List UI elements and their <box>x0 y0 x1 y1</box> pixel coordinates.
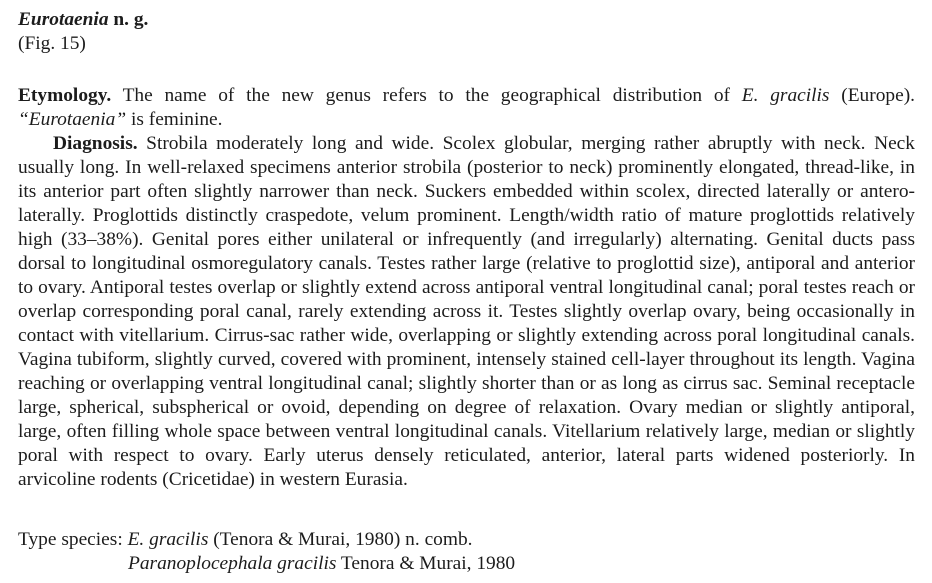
etymology-label: Etymology. <box>18 85 112 106</box>
etymology-paragraph <box>18 84 915 132</box>
genus-heading <box>18 8 915 32</box>
diagnosis-label: Diagnosis. <box>53 133 138 154</box>
synonym-authority: Tenora & Murai, 1980 <box>336 553 516 574</box>
type-species-authority: (Tenora & Murai, 1980) n. comb. <box>208 529 473 550</box>
type-species-name: E. gracilis <box>127 529 209 550</box>
species-name-gracilis: E. gracilis <box>741 85 830 106</box>
type-species-block <box>18 528 915 576</box>
quoted-genus-name: “Eurotaenia” <box>18 109 127 130</box>
type-species-line <box>18 528 915 552</box>
etymology-text-1: The name of the new genus refers to the geographical distribution of <box>111 85 742 106</box>
new-genus-designation: n. g. <box>108 9 149 30</box>
diagnosis-text: Strobila moderately long and wide. Scolex globular, merging rather abruptly with neck. Neck usually long. In well-relaxed specimens anterior strobila (posterior to neck) prominently elongated, thread-like, in its anterior part often slightly narrower than neck. Suckers embedded within scolex, directed laterally or antero-laterally. Proglottids distinctly craspedote, velum prominent. Length/width ratio of mature proglottids relatively high (33–38%). Genital pores either unilateral or infrequently (and irregularly) alternating. Genital ducts pass dorsal to longitudinal osmoregulatory canals. Testes rather large (relative to proglottid size), antiporal and anterior to ovary. Antiporal testes overlap or slightly extend across antiporal ventral longitudinal canal; poral testes reach or overlap corresponding poral canal, rarely extending across it. Testes slightly overlap ovary, being occasionally in contact with vitellarium. Cirrus-sac rather wide, overlapping or slightly extending across poral longitudinal canals. Vagina tubiform, slightly curved, covered with prominent, intensely stained cell-layer throughout its length. Vagina reaching or overlapping ventral longitudinal canal; slightly shorter than or as long as cirrus sac. Seminal receptacle large, spherical, subspherical or ovoid, depending on degree of relaxation. Ovary median or slightly antiporal, large, often filling whole space between ventral longitudinal canals. Vitellarium relatively large, median or slightly poral with respect to ovary. Early uterus densely reticulated, anterior, lateral parts widened posteriorly. In arvicoline rodents (Cricetidae) in western Eurasia. <box>18 133 915 490</box>
synonym-line <box>18 552 915 576</box>
diagnosis-paragraph <box>18 132 915 492</box>
figure-reference: (Fig. 15) <box>18 33 86 54</box>
etymology-text-3: is feminine. <box>126 109 223 130</box>
etymology-text-2: (Europe). <box>829 85 915 106</box>
synonym-species-name: Paranoplocephala gracilis <box>128 553 337 574</box>
type-species-prefix: Type species: <box>18 529 128 550</box>
genus-name: Eurotaenia <box>18 9 109 30</box>
